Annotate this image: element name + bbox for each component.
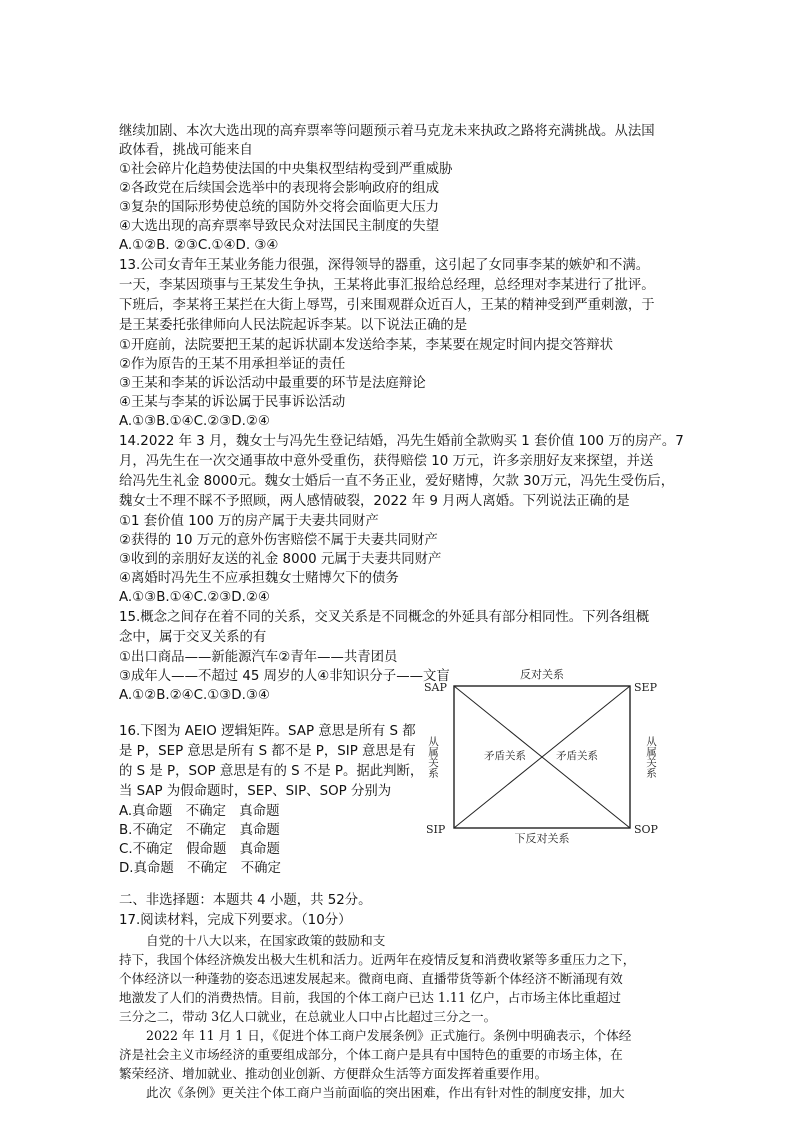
text-line: 给冯先生礼金 8000元。魏女士婚后一直不务正业，爱好赌博，欠款 30万元，冯先生受伤后， xyxy=(119,474,675,489)
option-line: ③王某和李某的诉讼活动中最重要的环节是法庭辩论 xyxy=(119,376,426,391)
option-line: B.不确定 不确定 真命题 xyxy=(119,823,280,838)
option-line: ②获得的 10 万元的意外伤害赔偿不属于夫妻共同财产 xyxy=(119,533,438,548)
material-line: 个体经济以一种蓬勃的姿态迅速发展起来。微商电商、直播带货等新个体经济不断涌现有效 xyxy=(119,971,623,986)
label-subalternation-left: 从属关系 xyxy=(427,736,439,778)
answer-choices: A.①③B.①④C.②③D.②④ xyxy=(119,414,270,429)
option-line: ③收到的亲朋好友送的礼金 8000 元属于夫妻共同财产 xyxy=(119,552,442,567)
option-line: ③成年人——不超过 45 周岁的人④非知识分子——文盲 xyxy=(119,669,450,684)
label-subcontrary: 下反对关系 xyxy=(514,832,570,844)
option-line: ①出口商品——新能源汽车②青年——共青团员 xyxy=(119,650,398,665)
text-line: 月，冯先生在一次交通事故中意外受重伤，获得赔偿 10 万元，许多亲朋好友来探望，并送 xyxy=(119,454,654,469)
text-line: 念中，属于交叉关系的有 xyxy=(119,630,267,645)
option-line: ①社会碎片化趋势使法国的中央集权型结构受到严重威胁 xyxy=(119,162,453,177)
corner-sip: SIP xyxy=(426,823,446,836)
text-line: 是王某委托张律师向人民法院起诉李某。以下说法正确的是 xyxy=(119,318,468,333)
question-14: 14.2022 年 3 月，魏女士与冯先生登记结婚，冯先生婚前全款购买 1 套价值 100 万的房产。7 xyxy=(119,434,684,449)
option-line: D.真命题 不确定 不确定 xyxy=(119,861,281,876)
label-contradictory-right: 矛盾关系 xyxy=(556,750,598,762)
text-line: 当 SAP 为假命题时，SEP、SIP、SOP 分别为 xyxy=(119,784,392,799)
corner-sop: SOP xyxy=(634,823,658,836)
corner-sap: SAP xyxy=(424,681,447,694)
text-line: 下班后，李某将王某拦在大街上辱骂，引来围观群众近百人，王某的精神受到严重刺激，于 xyxy=(119,298,655,313)
material-line: 济是社会主义市场经济的重要组成部分，个体工商户是具有中国特色的重要的市场主体，在 xyxy=(119,1047,623,1062)
material-line: 自党的十八大以来，在国家政策的鼓励和支 xyxy=(146,933,386,948)
material-line: 繁荣经济、增加就业、推动创业创新、方便群众生活等方面发挥着重要作用。 xyxy=(119,1066,548,1081)
option-line: ④离婚时冯先生不应承担魏女士赌博欠下的债务 xyxy=(119,571,399,586)
option-line: ④大选出现的高弃票率导致民众对法国民主制度的失望 xyxy=(119,219,439,234)
option-line: ④王某与李某的诉讼属于民事诉讼活动 xyxy=(119,395,346,410)
answer-choices: A.①③B.①④C.②③D.②④ xyxy=(119,590,270,605)
option-line: ③复杂的国际形势使总统的国防外交将会面临更大压力 xyxy=(119,200,439,215)
option-line: C.不确定 假命题 真命题 xyxy=(119,842,280,857)
text-line: 的 S 是 P，SOP 意思是有的 S 不是 P。据此判断， xyxy=(119,764,424,779)
material-line: 地激发了人们的消费热情。目前，我国的个体工商户已达 1.11 亿户，占市场主体比重超过 xyxy=(119,990,622,1005)
label-subalternation-right: 从属关系 xyxy=(645,736,657,778)
corner-sep: SEP xyxy=(634,681,657,694)
option-line: A.真命题 不确定 真命题 xyxy=(119,804,280,819)
material-line: 持下，我国个体经济焕发出极大生机和活力。近两年在疫情反复和消费收紧等多重压力之下， xyxy=(119,952,636,967)
label-contrary: 反对关系 xyxy=(520,668,564,681)
question-17: 17.阅读材料，完成下列要求。（10分） xyxy=(119,913,352,928)
text-line: 是 P，SEP 意思是所有 S 都不是 P，SIP 意思是有 xyxy=(119,744,416,759)
question-13: 13.公司女青年王某业务能力很强，深得领导的器重，这引起了女同事李某的嫉妒和不满。 xyxy=(119,258,650,273)
option-line: ②作为原告的王某不用承担举证的责任 xyxy=(119,357,346,372)
material-line: 2022 年 11 月 1 日，《促进个体工商户发展条例》正式施行。条例中明确表示，个体经 xyxy=(146,1028,632,1043)
section-heading: 二、非选择题：本题共 4 小题，共 52分。 xyxy=(119,893,372,908)
label-contradictory-left: 矛盾关系 xyxy=(484,750,526,762)
option-line: ①1 套价值 100 万的房产属于夫妻共同财产 xyxy=(119,514,379,529)
text-line: 继续加剧、本次大选出现的高弃票率等问题预示着马克龙未来执政之路将充满挑战。从法国 xyxy=(119,124,655,139)
question-15: 15.概念之间存在着不同的关系，交叉关系是不同概念的外延具有部分相同性。下列各组概 xyxy=(119,610,650,625)
answer-choices: A.①②B. ②③C.①④D. ③④ xyxy=(119,238,279,253)
text-line: 魏女士不理不睬不予照顾，两人感情破裂，2022 年 9 月两人离婚。下列说法正确的是 xyxy=(119,494,630,509)
option-line: ②各政党在后续国会选举中的表现将会影响政府的组成 xyxy=(119,181,439,196)
material-line: 此次《条例》更关注个体工商户当前面临的突出困难，作出有针对性的制度安排，加大 xyxy=(146,1085,625,1100)
aeio-logic-diagram xyxy=(420,664,670,844)
answer-choices: A.①②B.②④C.①③D.③④ xyxy=(119,688,270,703)
aeio-logic-svg xyxy=(420,664,670,844)
text-line: 政体看，挑战可能来自 xyxy=(119,143,253,158)
option-line: ①开庭前，法院要把王某的起诉状副本发送给李某，李某要在规定时间内提交答辩状 xyxy=(119,338,614,353)
text-line: 一天，李某因琐事与王某发生争执，王某将此事汇报给总经理，总经理对李某进行了批评。 xyxy=(119,278,655,293)
material-line: 三分之二，带动 3亿人口就业，在总就业人口中占比超过三分之一。 xyxy=(119,1009,497,1024)
question-16: 16.下图为 AEIO 逻辑矩阵。SAP 意思是所有 S 都 xyxy=(119,724,416,739)
